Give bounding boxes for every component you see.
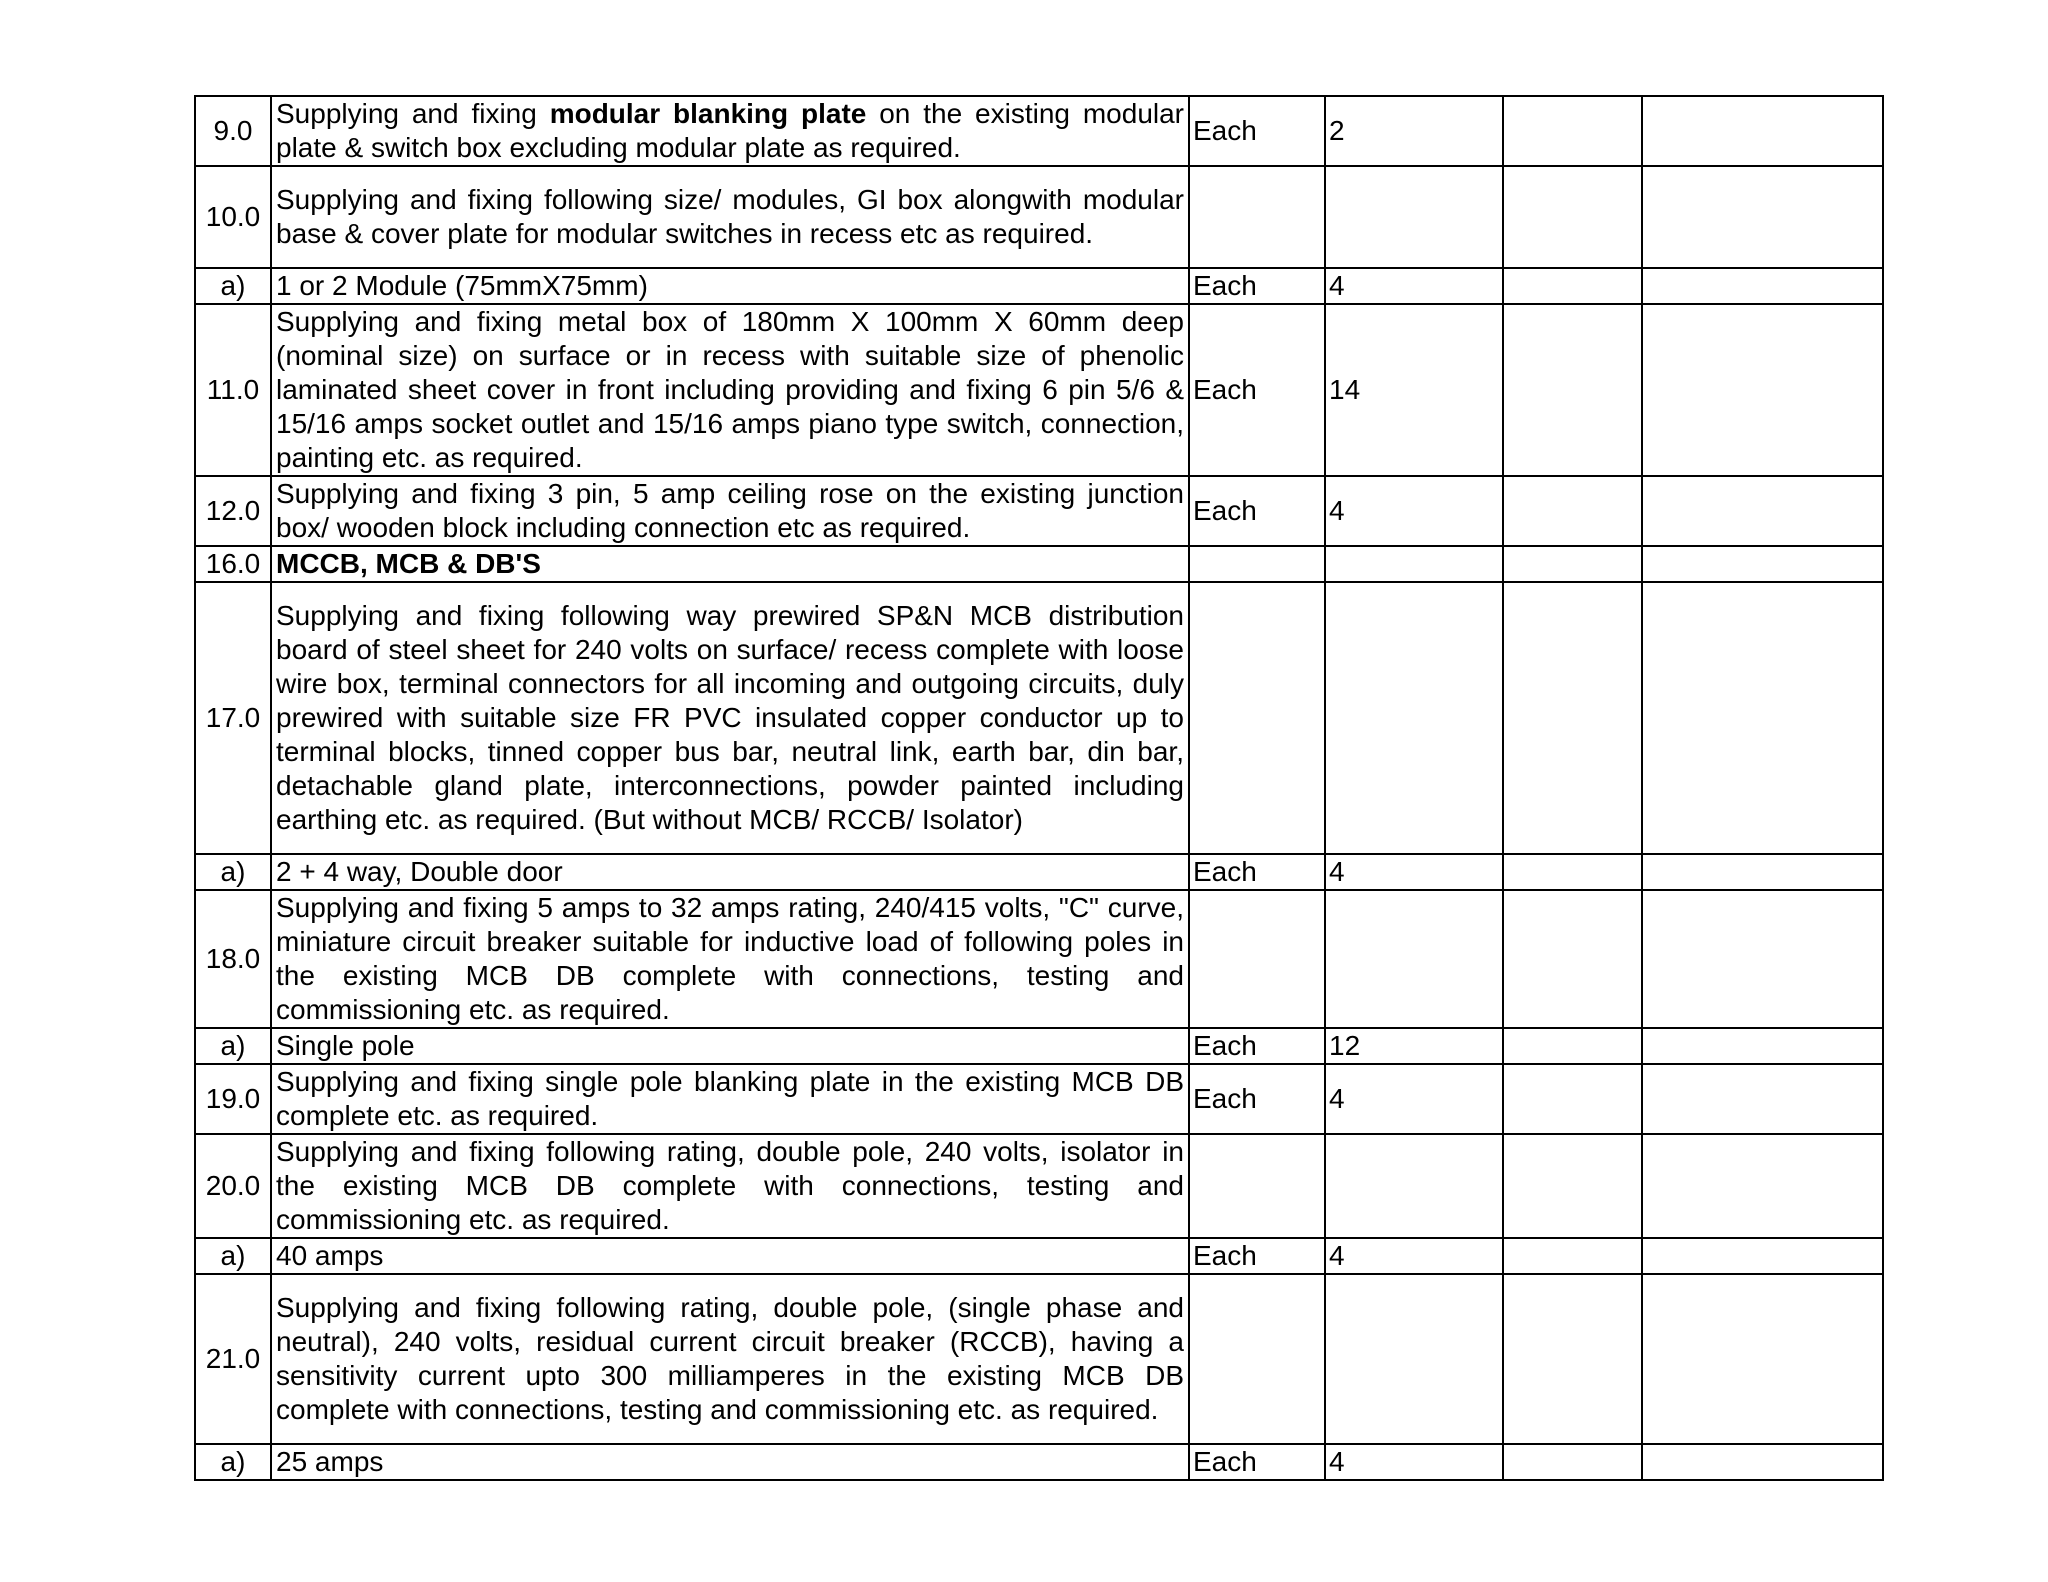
item-quantity: 4 — [1325, 1444, 1503, 1480]
item-unit: Each — [1189, 268, 1325, 304]
table-row — [195, 268, 1883, 304]
item-rate — [1503, 476, 1642, 546]
item-rate — [1503, 1444, 1642, 1480]
item-rate — [1503, 546, 1642, 582]
item-unit: Each — [1189, 1028, 1325, 1064]
item-description: Supplying and fixing following rating, double pole, 240 volts, isolator in the existing MCB DB complete with connections, testing and commissioning etc. as required. — [271, 1134, 1189, 1238]
item-description: Supplying and fixing single pole blanking plate in the existing MCB DB complete etc. as required. — [271, 1064, 1189, 1134]
item-description: 2 + 4 way, Double door — [271, 854, 1189, 890]
item-unit — [1189, 1274, 1325, 1444]
table-row — [195, 304, 1883, 476]
item-quantity — [1325, 1134, 1503, 1238]
item-number: a) — [195, 1238, 271, 1274]
item-rate — [1503, 1134, 1642, 1238]
table-row — [195, 854, 1883, 890]
table-row — [195, 1274, 1883, 1444]
item-description: 1 or 2 Module (75mmX75mm) — [271, 268, 1189, 304]
table-row — [195, 1064, 1883, 1134]
item-quantity: 14 — [1325, 304, 1503, 476]
item-rate — [1503, 1064, 1642, 1134]
table-row — [195, 476, 1883, 546]
item-number: 21.0 — [195, 1274, 271, 1444]
item-unit: Each — [1189, 304, 1325, 476]
item-number: 19.0 — [195, 1064, 271, 1134]
item-description: Supplying and fixing following rating, double pole, (single phase and neutral), 240 volts, residual current circuit breaker (RCCB), having a sensitivity current upto 300 milliamperes in the existing MCB DB complete with connections, testing and commissioning etc. as required. — [271, 1274, 1189, 1444]
table-row — [195, 890, 1883, 1028]
item-quantity: 2 — [1325, 96, 1503, 166]
item-quantity: 12 — [1325, 1028, 1503, 1064]
item-unit: Each — [1189, 1064, 1325, 1134]
table-row — [195, 1238, 1883, 1274]
item-quantity: 4 — [1325, 854, 1503, 890]
item-quantity — [1325, 582, 1503, 854]
item-quantity: 4 — [1325, 268, 1503, 304]
table-row — [195, 166, 1883, 268]
item-number: 16.0 — [195, 546, 271, 582]
item-amount — [1642, 890, 1883, 1028]
item-quantity: 4 — [1325, 1064, 1503, 1134]
item-amount — [1642, 1274, 1883, 1444]
item-amount — [1642, 268, 1883, 304]
table-row — [195, 546, 1883, 582]
bill-of-quantities-table — [194, 95, 1884, 1481]
item-description: Supplying and fixing following way prewired SP&N MCB distribution board of steel sheet for 240 volts on surface/ recess complete with loose wire box, terminal connectors for all incoming and outgoing circuits, duly prewired with suitable size FR PVC insulated copper conductor up to terminal blocks, tinned copper bus bar, neutral link, earth bar, din bar, detachable gland plate, interconnections, powder painted including earthing etc. as required. (But without MCB/ RCCB/ Isolator) — [271, 582, 1189, 854]
item-description: Supplying and fixing modular blanking plate on the existing modular plate & switch box excluding modular plate as required. — [271, 96, 1189, 166]
item-rate — [1503, 96, 1642, 166]
item-number: 9.0 — [195, 96, 271, 166]
item-unit: Each — [1189, 476, 1325, 546]
item-rate — [1503, 1238, 1642, 1274]
item-rate — [1503, 582, 1642, 854]
item-rate — [1503, 1274, 1642, 1444]
item-quantity: 4 — [1325, 476, 1503, 546]
item-description: 25 amps — [271, 1444, 1189, 1480]
item-number: 12.0 — [195, 476, 271, 546]
item-unit: Each — [1189, 1444, 1325, 1480]
item-quantity — [1325, 546, 1503, 582]
item-unit — [1189, 890, 1325, 1028]
item-amount — [1642, 1134, 1883, 1238]
item-amount — [1642, 546, 1883, 582]
item-number: 10.0 — [195, 166, 271, 268]
item-number: 17.0 — [195, 582, 271, 854]
item-amount — [1642, 1444, 1883, 1480]
item-description-emphasis: modular blanking plate — [549, 98, 867, 129]
item-amount — [1642, 96, 1883, 166]
item-number: a) — [195, 268, 271, 304]
item-description: Supplying and fixing following size/ modules, GI box alongwith modular base & cover plate for modular switches in recess etc as required. — [271, 166, 1189, 268]
item-number: 18.0 — [195, 890, 271, 1028]
item-number: a) — [195, 1028, 271, 1064]
item-rate — [1503, 854, 1642, 890]
item-amount — [1642, 1238, 1883, 1274]
item-unit — [1189, 166, 1325, 268]
item-description: 40 amps — [271, 1238, 1189, 1274]
item-description: Supplying and fixing 5 amps to 32 amps rating, 240/415 volts, "C" curve, miniature circuit breaker suitable for inductive load of following poles in the existing MCB DB complete with connections, testing and commissioning etc. as required. — [271, 890, 1189, 1028]
item-amount — [1642, 1028, 1883, 1064]
item-amount — [1642, 476, 1883, 546]
item-amount — [1642, 166, 1883, 268]
item-rate — [1503, 304, 1642, 476]
item-amount — [1642, 854, 1883, 890]
item-amount — [1642, 1064, 1883, 1134]
item-quantity — [1325, 890, 1503, 1028]
table-row — [195, 1028, 1883, 1064]
item-unit: Each — [1189, 1238, 1325, 1274]
item-unit — [1189, 582, 1325, 854]
item-quantity — [1325, 1274, 1503, 1444]
item-number: a) — [195, 854, 271, 890]
item-rate — [1503, 890, 1642, 1028]
section-heading: MCCB, MCB & DB'S — [271, 546, 1189, 582]
item-amount — [1642, 304, 1883, 476]
item-number: 11.0 — [195, 304, 271, 476]
table-row — [195, 1444, 1883, 1480]
item-rate — [1503, 166, 1642, 268]
item-number: 20.0 — [195, 1134, 271, 1238]
item-amount — [1642, 582, 1883, 854]
item-unit: Each — [1189, 96, 1325, 166]
item-description: Supplying and fixing 3 pin, 5 amp ceiling rose on the existing junction box/ wooden block including connection etc as required. — [271, 476, 1189, 546]
table-row — [195, 1134, 1883, 1238]
item-rate — [1503, 1028, 1642, 1064]
item-description: Supplying and fixing metal box of 180mm X 100mm X 60mm deep (nominal size) on surface or in recess with suitable size of phenolic laminated sheet cover in front including providing and fixing 6 pin 5/6 & 15/16 amps socket outlet and 15/16 amps piano type switch, connection, painting etc. as required. — [271, 304, 1189, 476]
item-unit — [1189, 546, 1325, 582]
item-number: a) — [195, 1444, 271, 1480]
table-row — [195, 96, 1883, 166]
table-row — [195, 582, 1883, 854]
item-quantity: 4 — [1325, 1238, 1503, 1274]
item-quantity — [1325, 166, 1503, 268]
item-unit: Each — [1189, 854, 1325, 890]
item-description: Single pole — [271, 1028, 1189, 1064]
item-rate — [1503, 268, 1642, 304]
item-unit — [1189, 1134, 1325, 1238]
